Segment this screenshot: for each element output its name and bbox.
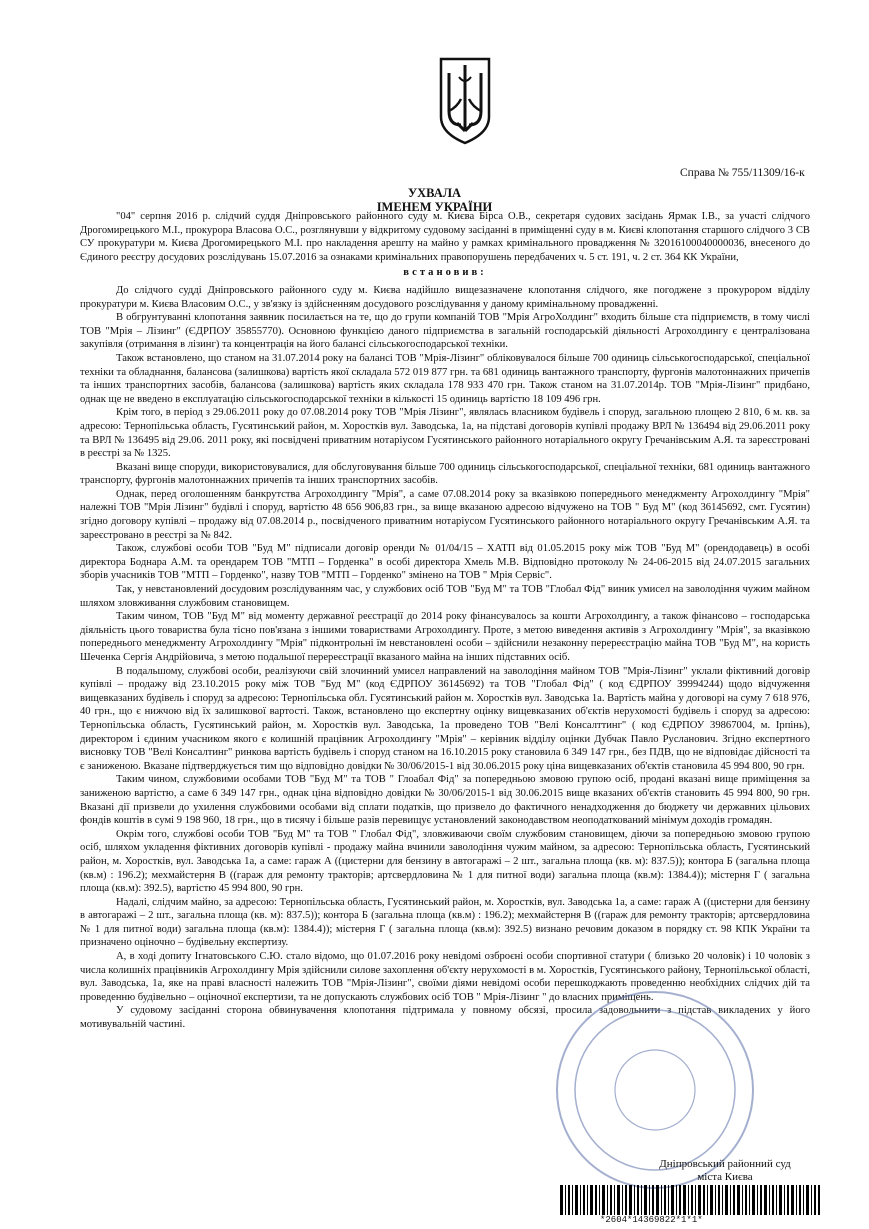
court-name-label	[640, 1158, 810, 1184]
established-heading: встановив:	[403, 267, 487, 279]
court-name-line-2: міста Києва	[697, 1171, 753, 1183]
paragraph: Так, у невстановлений досудовим розслідуванням час, у службових осіб ТОВ "Буд М" та ТОВ "Глобал Фід" виник умисел на заволодіння чужим майном шляхом зловживання службовим становищем.	[80, 584, 810, 609]
barcode-icon	[560, 1185, 820, 1215]
paragraph: В обгрунтуванні клопотання заявник посилається на те, що до групи компаній ТОВ "Мрія АгроХолдинг" входить більше ста підприємств, в тому числі ТОВ "Мрія – Лізинг" (ЄДРПОУ 35855770). Основною функцією даного підприємства в загальній господарській діяльності Агрохолдингу є централізована закупівля (отримання в лізинг) та концентрація на його балансі сільськогосподарської техніки.	[80, 312, 810, 351]
paragraph: Надалі, слідчим майно, за адресою: Тернопільська область, Гусятинський район, м. Хоростків, вул. Заводська 1а, а саме: гараж А ((цистерни для бензину в автогаражі – 2 шт., загальна площа (кв. м): 837.5)); контора Б (загальна площа (кв.м) : 196.2); мехмайстерня В ((гараж для ремонту тракторів; артсвердловина № 1 для питної води) загальна площа (кв.м): 1384.4)); мiстерня Г ( загальна площа (кв.м): 392.5) визнано речовим доказом в порядку ст. 98 КПК України та призначено оціночно – будівельну експертизу.	[80, 896, 810, 949]
paragraph: В подальшому, службові особи, реалізуючи свій злочинний умисел направлений на заволодіння майном ТОВ "Мрія-Лізинг" уклали фіктивний договір купівлі – продажу від 23.10.2015 року між ТОВ "Буд М" (код ЄДРПОУ 36145692) та ТОВ "Глобал Фід" ( код ЄДРПОУ 39994244) щодо відчуження вищевказаних будівель і споруд за адресою: Тернопільська обл. Гусятинський район м. Хоростків вул. Заводська 1а. Вартість майна у договорі на суму 7 618 976, 40 грн., що є нижчою від їх залишкової вартості. Також, встановлено що експертну оцінку вищевказаних об'єктів нерухомості будівель і споруд за адресою: Тернопільська область, Гусятинський район, м. Хоростків вул. Заводська, 1а проведено ТОВ "Велі Консалттинг" ( код ЄДРПОУ 39867004, м. Ірпінь), директором і єдиним учасником якого є колишній працівник Агрохолдингу "Мрія" – керівник відділу оцінки Дубчак Павло Русланович. Згідно експертного висновку ТОВ "Велі Консалтинг" ринкова вартість будівель і споруд станом на 16.10.2015 року становила 6 349 147 грн., без ПДВ, що не відповідає дійсності та є заниженою. Вказане підтверджується тим що відповідно довідки № 30/06/2015-1 від 30.06.2015 року ціна вищевказаних об'єктів становила 45 994 800, 90 грн.	[80, 665, 810, 772]
paragraph: Однак, перед оголошенням банкрутства Агрохолдингу "Мрія", а саме 07.08.2014 року за вказівкою попереднього менеджменту Агрохолдингу "Мрія" належні ТОВ "Мрія Лізинг" будівлі і споруд, вартістю 48 656 906,83 грн., за вище вказаною адресою відчужено на ТОВ " Буд М" (код 36145692, смт. Гусятин) згідно договору купівлі – продажу від 07.08.2014 р., посвідченого приватним нотаріусом Гусятинського районного нотаріального округу Гречанівським А.Я. та зареєстровано в реєстрі за № 842.	[80, 488, 810, 541]
case-number: Справа № 755/11309/16-к	[680, 167, 805, 179]
paragraph: Таким чином, ТОВ "Буд М" від моменту державної реєстрації до 2014 року фінансувалось за кошти Агрохолдингу, а також фінансово – господарська діяльність цього товариства була тісно пов'язана з іншими товариствами Агрохолдингу. Проте, з метою виведення активів з Агрохолдингу "Мрія", за вказівкою попереднього менеджменту Агрохолдингу "Мрія" підконтрольні їм невстановлені особи – здійснили незаконну перереєстрацію майна ТОВ "Буд М", на користь Шеченка Сергія Андрійовича, з метою подальшої перереєстрації вказаного майна на інших підставних осіб.	[80, 611, 810, 663]
paragraph: Вказані вище споруди, використовувалися, для обслуговування більше 700 одиниць сільськогосподарської, спеціальної техніки, 681 одиниць вантажного транспорту, фургонів малотоннажних причепів та інших транспортних засобів.	[80, 461, 810, 487]
paragraph: У судовому засіданні сторона обвинувачення клопотання підтримала у повному обсязі, просила задовольнити з підстав викладених у його мотивувальній частині.	[80, 1005, 810, 1031]
document-title: УХВАЛА	[407, 186, 462, 200]
paragraph: Також, службові особи ТОВ "Буд М" підписали договір оренди № 01/04/15 – ХАТП від 01.05.2015 року між ТОВ "Буд М" (орендодавець) в особі директора Боднара А.М. та орендарем ТОВ "МТП – Горденка" в особі директора Хмель М.В. Відповідно протоколу № 24-06-2015 від 24.07.2015 загальних зборів учасників ТОВ "МТП – Горденко", назву ТОВ "МТП – Горденко" змінено на ТОВ " Мрія Сервіс".	[80, 543, 810, 582]
paragraph: Також встановлено, що станом на 31.07.2014 року на балансі ТОВ "Мрія-Лізинг" обліковувалося більше 700 одиниць сільськогосподарської, спеціальної техніки та обладнання, балансова (залишкова) вартість якої складала 572 019 877 грн. та 681 одиниць вантажного транспорту, фургонів малотоннажних причепів та інших транспортних засобів, балансова (залишкова) вартість яких складала 178 933 470 грн. Також станом на 31.07.2014р. ТОВ "Мрія-Лізинг" придбано, однак ще не введено в експлуатацію сільськогосподарської техніки в кількості 15 одиниць вартістю 18 109 496 грн.	[80, 352, 810, 405]
paragraph: Окрім того, службові особи ТОВ "Буд М" та ТОВ " Глобал Фід", зловживаючи своїм службовим становищем, діючи за попередньою змовою групою осіб, шляхом укладення фіктивних договорів купівлі - продажу майна вчинили заволодіння чужим майном, за адресою: Тернопільська область, Гусятинський район, м. Хоростків, вул. Заводська 1а, а саме: гараж А ((цистерни для бензину в автогаражі – 2 шт., загальна площа (кв. м): 837.5)); контора Б (загальна площа (кв.м) : 196.2); мехмайстерня В ((гараж для ремонту тракторів; артсвердловина № 1 для питної води) загальна площа (кв.м): 1384.4)); мiстерня Г ( загальна площа (кв.м): 392.5), вартістю 45 994 800, 90 грн.	[80, 828, 810, 895]
document-subtitle: ІМЕНЕМ УКРАЇНИ	[376, 200, 493, 214]
paragraph: А, в ході допиту Ігнатовського С.Ю. стало відомо, що 01.07.2016 року невідомі озброєні особи спортивної статури ( близько 20 чоловік) і 10 чоловік з числа колишніх працівників Агрохолдингу Мрія здійснили силове захоплення об'єкту нерухомості в м. Хоростків, Гусятинського району, Тернопільської області, вул. Заводська, 1а, яке на праві власності належить ТОВ "Мрія-Лізинг", своїми діями невідомі особи перешкоджають проведенню необхідних слідчих дій та проведенню будівельно – оціночної експертизи, та не допускають службових осіб ТОВ " Мрія-Лізинг " до власних приміщень.	[80, 951, 810, 1003]
paragraph-intro: "04" серпня 2016 р. слідчий суддя Дніпровського районного суду м. Києва Бірса О.В., секретаря судових засідань Ярмак І.В., за участі слідчого Дрогомирецького М.І., прокурора Власова О.С., розглянувши у відкритому судовому засіданні в приміщенні суду в м. Києві клопотання старшого слідчого 3 СВ СУ прокуратури м. Києва Дрогомирецького М.І. про накладення арешту на майно у рамках кримінального провадження № 32016100040000036, внесеного до Єдиного реєстру досудових розслідувань 15.07.2016 за ознаками кримінальних правопорушень передбачених ч. 5 ст. 191, ч. 2 ст. 364 КК України,	[80, 211, 810, 263]
ruling-body	[80, 210, 810, 1032]
paragraph: Крім того, в період з 29.06.2011 року до 07.08.2014 року ТОВ "Мрія Лізинг", являлась власником будівель і споруд, загальною площею 2 810, 6 м. кв. за адресою: Тернопільська область, Гусятинський район, м. Хоростків вул. Заводська, 1а, на підставі договорів купівлі продажу ВРЛ № 136494 від 29.06.2011 року та ВРЛ № 136495 від 29.06. 2011 року, які посвідчені приватним нотаріусом Гусятинського районного нотаріального округу Гречанівським А.Я. та зареєстровані в реєстрі за № 1325.	[80, 407, 810, 460]
coat-of-arms-icon	[435, 55, 495, 145]
paragraph: До слідчого судді Дніпровського районного суду м. Києва надійшло вищезазначене клопотання слідчого, яке погоджене з прокурором відділу прокуратури м. Києва Власовим О.С., у зв'язку із здійсненням досудового розслідування у даному кримінальному провадженні.	[80, 284, 810, 310]
court-name-line-1: Дніпровський районний суд	[659, 1158, 791, 1170]
paragraph: Таким чином, службовими особами ТОВ "Буд М" та ТОВ " Глоабал Фід" за попередньою змовою групою осіб, продані вказані вище приміщення за заниженою вартістю, а саме 6 349 147 грн., однак ціна відповідно довідки № 30/06/2015-1 від 30.06.2015 вище вказаних об'єктів становить 45 994 800, 90 грн. Вказані дії призвели до ухилення службовими особами від сплати податків, що призвело до фактичного ненадходження до бюджету чи державних цільових фондів коштів в сумі 9 198 960, 18 грн., що в тисячу і більше разів перевищує установлений законодавством неоподаткований мінімум доходів громадян.	[80, 774, 810, 827]
barcode-number: *2604*14369822*1*1*	[600, 1215, 703, 1225]
